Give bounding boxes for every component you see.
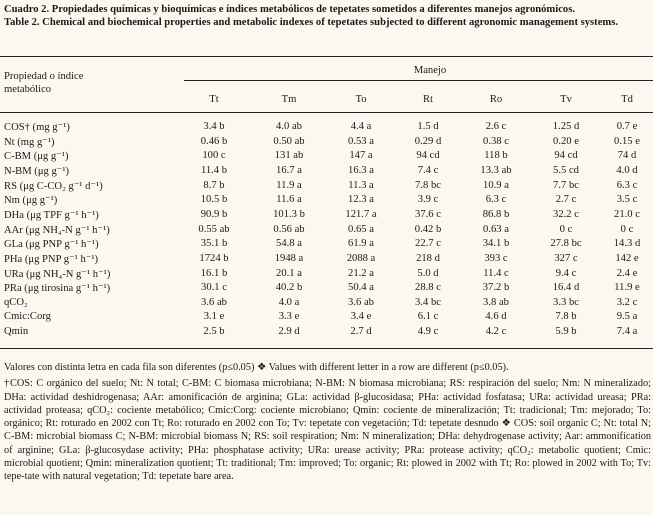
- table-cell: 0.65 a: [348, 223, 374, 235]
- table-cell: 4.9 c: [417, 326, 439, 338]
- table-cell: 3.2 c: [616, 296, 638, 308]
- table-cell: 0.42 b: [414, 223, 442, 235]
- column-header-ro: Ro: [489, 94, 503, 105]
- table-cell: 11.6 a: [276, 194, 302, 206]
- table-cell: 1.5 d: [417, 121, 439, 132]
- table-cell: 94 cd: [554, 150, 578, 162]
- table-cell: 0.55 ab: [198, 223, 230, 235]
- table-cell: 100 c: [202, 150, 226, 162]
- table-cell: 3.4 bc: [415, 296, 441, 308]
- table-cell: 94 cd: [416, 150, 440, 162]
- table-cell: 0.63 a: [483, 223, 509, 235]
- table-cell: 7.8 b: [555, 311, 577, 323]
- table-cell: 32.2 c: [553, 208, 579, 220]
- group-header-manejo: Manejo: [413, 65, 447, 76]
- table-cell: 2.9 d: [278, 326, 300, 338]
- table-cell: 5.9 b: [555, 326, 577, 338]
- table-cell: 131 ab: [274, 150, 304, 162]
- table-cell: 9.5 a: [616, 311, 638, 323]
- table-cell: 3.9 c: [417, 194, 439, 206]
- row-label: AAr (μg NH₄-N g⁻¹ h⁻¹): [4, 224, 110, 236]
- table-cell: 3.1 e: [203, 311, 225, 323]
- table-cell: 50.4 a: [348, 282, 374, 294]
- table-cell: 14.3 d: [613, 238, 641, 250]
- table-cell: 0.50 ab: [273, 135, 305, 147]
- table-cell: 54.8 a: [276, 238, 302, 250]
- table-cell: 218 d: [416, 252, 440, 264]
- table-cell: 0.29 d: [414, 135, 442, 147]
- table-cell: 4.0 d: [616, 164, 638, 176]
- table-cell: 8.7 b: [203, 179, 225, 191]
- row-label: DHa (μg TPF g⁻¹ h⁻¹): [4, 209, 99, 221]
- table-cell: 3.6 ab: [348, 296, 374, 308]
- column-header-rt: Rt: [422, 94, 433, 105]
- table-cell: 4.0 ab: [276, 121, 302, 132]
- column-header-to: To: [355, 94, 367, 105]
- column-header-td: Td: [621, 94, 633, 105]
- table-cell: 7.4 a: [616, 326, 638, 338]
- table-cell: 4.4 a: [350, 121, 372, 132]
- table-cell: 0 c: [559, 223, 573, 235]
- column-header-tm: Tm: [281, 94, 297, 105]
- table-cell: 0.53 a: [348, 135, 374, 147]
- stub-header-line2: metabólico: [4, 84, 52, 95]
- table-cell: 12.3 a: [348, 194, 374, 206]
- row-label: Nm (μg g⁻¹): [4, 195, 58, 207]
- table-cell: 101.3 b: [273, 208, 305, 220]
- top-rule: [0, 56, 653, 57]
- table-cell: 6.1 c: [417, 311, 439, 323]
- table-cell: 16.1 b: [200, 267, 228, 279]
- table-cell: 2.5 b: [203, 326, 225, 338]
- table-cell: 2088 a: [346, 252, 376, 264]
- table-cell: 147 a: [349, 150, 373, 162]
- row-label: N-BM (μg g⁻¹): [4, 165, 70, 177]
- table-cell: 4.2 c: [485, 326, 507, 338]
- table-cell: 3.8 ab: [483, 296, 509, 308]
- table-cell: 28.8 c: [415, 282, 441, 294]
- row-label: Cmic:Corg: [4, 311, 51, 323]
- table-cell: 35.1 b: [200, 238, 228, 250]
- table-cell: 40.2 b: [275, 282, 303, 294]
- table-cell: 5.0 d: [417, 267, 439, 279]
- footnote-significance: Valores con distinta letra en cada fila son diferentes (p≤0.05) ❖ Values with different letter in a row are different (p≤0.05).: [4, 362, 509, 373]
- table-cell: 3.6 ab: [201, 296, 227, 308]
- column-header-tv: Tv: [560, 94, 572, 105]
- table-cell: 11.9 e: [614, 282, 640, 294]
- table-cell: 9.4 c: [555, 267, 577, 279]
- table-cell: 16.7 a: [276, 164, 302, 176]
- row-label: C-BM (μg g⁻¹): [4, 151, 69, 163]
- table-cell: 0.38 c: [483, 135, 509, 147]
- table-cell: 4.6 d: [485, 311, 507, 323]
- table-cell: 2.7 d: [350, 326, 372, 338]
- table-cell: 13.3 ab: [480, 164, 512, 176]
- table-cell: 1.25 d: [552, 121, 580, 132]
- table-cell: 21.0 c: [614, 208, 640, 220]
- row-label: PHa (μg PNP g⁻¹ h⁻¹): [4, 253, 99, 265]
- table-cell: 0.56 ab: [273, 223, 305, 235]
- row-label: qCO₂: [4, 296, 28, 308]
- table-cell: 0.20 e: [553, 135, 579, 147]
- table-cell: 2.4 e: [616, 267, 638, 279]
- table-cell: 37.6 c: [415, 208, 441, 220]
- table-cell: 0.7 e: [616, 121, 638, 132]
- stub-header-line1: Propiedad o índice: [4, 71, 84, 82]
- caption-spanish: Cuadro 2. Propiedades químicas y bioquímicas e índices metabólicos de tepetates sometidos a diferentes manejos agronómicos.: [4, 4, 575, 15]
- table-cell: 118 b: [484, 150, 508, 162]
- table-cell: 10.5 b: [200, 194, 228, 206]
- table-cell: 30.1 c: [201, 282, 227, 294]
- table-cell: 2.7 c: [555, 194, 577, 206]
- table-cell: 1724 b: [199, 252, 229, 264]
- bottom-rule: [0, 348, 653, 349]
- row-label: PRa (μg tirosina g⁻¹ h⁻¹): [4, 283, 111, 295]
- table-cell: 16.3 a: [348, 164, 374, 176]
- row-label: URa (μg NH₄-N g⁻¹ h⁻¹): [4, 268, 111, 280]
- row-label: RS (μg C-CO₂ g⁻¹ d⁻¹): [4, 180, 103, 192]
- row-label: GLa (μg PNP g⁻¹ h⁻¹): [4, 239, 99, 251]
- table-cell: 5.5 cd: [553, 164, 579, 176]
- table-cell: 2.6 c: [485, 121, 507, 132]
- table-cell: 7.4 c: [417, 164, 439, 176]
- table-cell: 34.1 b: [482, 238, 510, 250]
- row-label: Qmin: [4, 326, 29, 338]
- table-cell: 37.2 b: [482, 282, 510, 294]
- footnote-abbreviations: †COS: C orgánico del suelo; Nt: N total; C-BM: C biomasa microbiana; N-BM: N biomasa microbiana; RS: respiración del suelo; Nm: N mineralizado; DHa: actividad deshidrogenasa; AAr: amonificación de arginina; GLa: actividad β-glucosidasa; PHa: actividad fosfatasa; URa: actividad ureasa; PRa: actividad proteasa; qCO₂: cociente metabólico; Cmic:Corg: cociente microbiano; Qmin: cociente de mineralización; Tt: tradicional; Tm: mejorado; To: orgánico; Rt: roturado en 2002 con Tt; Ro: roturado en 2002 con To; Tv: tepetate con vegetación; Td: tepetate desnudo ❖ COS: soil organic C; Nt: total N; C-BM: microbial biomass C; N-BM: microbial biomass N; RS: soil respiration; Nm: N mineralization; DHa: dehydrogenase activity; Aar: ammonification of arginine; GLa: β-glucosydase activity; PHa: phosphatase activity; URa: urease activity; PRa: protease activity; qCO₂: metabolic quotient; Cmic: microbial quotient; Qmin: mineralization quotient; Tt: traditional; Tm: improved; To: organic; Rt: plowed in 2002 with Tt; Ro: plowed in 2002 with To; Tv: tepe-tate with natural vegetation; Td: tepetate bare area.: [4, 378, 651, 483]
- table-cell: 10.9 a: [483, 179, 509, 191]
- table-cell: 27.8 bc: [550, 238, 582, 250]
- table-cell: 61.9 a: [348, 238, 374, 250]
- header-rule: [0, 112, 653, 113]
- table-cell: 7.7 bc: [553, 179, 579, 191]
- table-cell: 121.7 a: [345, 208, 377, 220]
- row-label: COS† (mg g⁻¹): [4, 122, 70, 133]
- table-cell: 3.4 e: [350, 311, 372, 323]
- table-cell: 3.3 e: [278, 311, 300, 323]
- table-cell: 6.3 c: [485, 194, 507, 206]
- row-label: Nt (mg g⁻¹): [4, 136, 55, 148]
- table-cell: 11.4 c: [483, 267, 509, 279]
- table-cell: 142 e: [615, 252, 639, 264]
- table-cell: 1948 a: [274, 252, 304, 264]
- table-cell: 3.3 bc: [553, 296, 579, 308]
- column-header-tt: Tt: [209, 94, 219, 105]
- table-footnotes: [4, 361, 651, 484]
- table-cell: 11.9 a: [276, 179, 302, 191]
- table-cell: 0.15 e: [614, 135, 640, 147]
- table-cell: 7.8 bc: [415, 179, 441, 191]
- table-cell: 86.8 b: [482, 208, 510, 220]
- table-cell: 21.2 a: [348, 267, 374, 279]
- table-cell: 6.3 c: [616, 179, 638, 191]
- table-cell: 327 c: [554, 252, 578, 264]
- table-cell: 393 c: [484, 252, 508, 264]
- table-cell: 3.5 c: [616, 194, 638, 206]
- table-caption: [4, 3, 649, 29]
- table-cell: 4.0 a: [278, 296, 300, 308]
- table-cell: 22.7 c: [415, 238, 441, 250]
- table-cell: 0 c: [620, 223, 634, 235]
- table-cell: 16.4 d: [552, 282, 580, 294]
- table-cell: 90.9 b: [200, 208, 228, 220]
- table-cell: 11.4 b: [200, 164, 228, 176]
- table-cell: 0.46 b: [200, 135, 228, 147]
- table-cell: 74 d: [617, 150, 637, 162]
- table-cell: 3.4 b: [203, 121, 225, 132]
- table-cell: 20.1 a: [276, 267, 302, 279]
- caption-english: Table 2. Chemical and biochemical properties and metabolic indexes of tepetates subjected to different agronomic management systems.: [4, 17, 618, 28]
- group-header-rule: [184, 80, 653, 81]
- table-cell: 11.3 a: [348, 179, 374, 191]
